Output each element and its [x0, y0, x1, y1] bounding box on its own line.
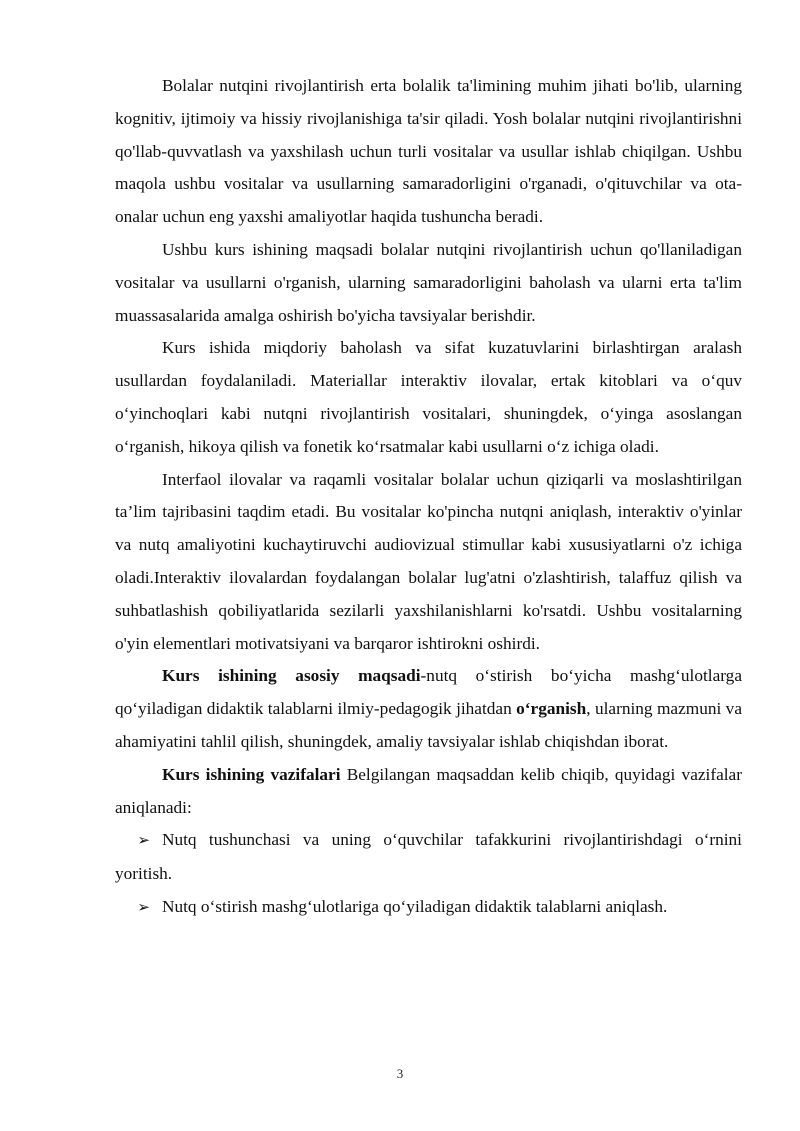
arrow-bullet-icon: ➢ — [137, 833, 150, 850]
main-goal-text-1: -nutq o‘stirish bo‘yicha mashg‘ulotlarga qo‘yiladigan didaktik talablarni ilmiy-pedagogik jihatdan — [115, 666, 742, 719]
paragraph-intro: Bolalar nutqini rivojlantirish erta bolalik ta'limining muhim jihati bo'lib, ularning kognitiv, ijtimoiy va hissiy rivojlanishiga ta'sir qiladi. Yosh bolalar nutqini rivojlantirishni qo'llab-quvvatlash va yaxshilash uchun turli vositalar va usullar ishlab chiqilgan. Ushbu maqola ushbu vositalar va usullarning samaradorligini o'rganadi, o'qituvchilar va ota-onalar uchun eng yaxshi amaliyotlar haqida tushuncha beradi. — [115, 76, 742, 227]
list-item-text: Nutq o‘stirish mashg‘ulotlariga qo‘yiladigan didaktik talablarni aniqlash. — [162, 896, 668, 916]
list-item — [115, 891, 742, 925]
tasks-text: Belgilangan maqsaddan kelib chiqib, quyidagi vazifalar aniqlanadi: — [115, 764, 742, 817]
paragraph-interactive-tools: Interfaol ilovalar va raqamli vositalar bolalar uchun qiziqarli va moslashtirilgan ta’lim tajribasini taqdim etadi. Bu vositalar ko'pincha nutqni aniqlash, interaktiv o'yinlar va nutq amaliyotini kuchaytiruvchi audiovizual stimullar kabi xususiyatlarni o'z ichiga oladi.Interaktiv ilovalardan foydalangan bolalar lug'atni o'zlashtirish, talaffuz qilish va suhbatlashish qobiliyatlarida sezilarli yaxshilanishlarni ko'rsatdi. Ushbu vositalarning o'yin elementlari motivatsiyani va barqaror ishtirokni oshirdi. — [115, 469, 742, 653]
arrow-bullet-icon: ➢ — [137, 899, 150, 916]
main-goal-heading: Kurs ishining asosiy maqsadi — [162, 666, 421, 686]
paragraph-main-goal — [115, 660, 742, 758]
list-item — [115, 824, 742, 891]
tasks-heading: Kurs ishining vazifalari — [162, 764, 341, 784]
paragraph-purpose: Ushbu kurs ishining maqsadi bolalar nutqini rivojlantirish uchun qo'llaniladigan vositalar va usullarni o'rganish, ularning samaradorligini baholash va ularni erta ta'lim muassasalarida amalga oshirish bo'yicha tavsiyalar berishdir. — [115, 239, 742, 325]
list-item-text: Nutq tushunchasi va uning o‘quvchilar tafakkurini rivojlantirishdagi o‘rnini yoritish. — [115, 830, 742, 884]
main-goal-emphasis: o‘rganish — [516, 699, 587, 719]
document-page — [115, 70, 742, 925]
page-number: 3 — [396, 1066, 404, 1081]
paragraph-tasks — [115, 759, 742, 825]
main-goal-text-2: , ularning mazmuni va ahamiyatini tahlil qilish, shuningdek, amaliy tavsiyalar ishlab chiqishdan iborat. — [115, 699, 742, 751]
paragraph-methods: Kurs ishida miqdoriy baholash va sifat kuzatuvlarini birlashtirgan aralash usullardan foydalaniladi. Materiallar interaktiv ilovalar, ertak kitoblari va o‘quv o‘yinchoqlari kabi nutqni rivojlantirish vositalari, shuningdek, o‘yinga asoslangan o‘rganish, hikoya qilish va fonetik ko‘rsatmalar kabi usullarni o‘z ichiga oladi. — [115, 338, 742, 456]
